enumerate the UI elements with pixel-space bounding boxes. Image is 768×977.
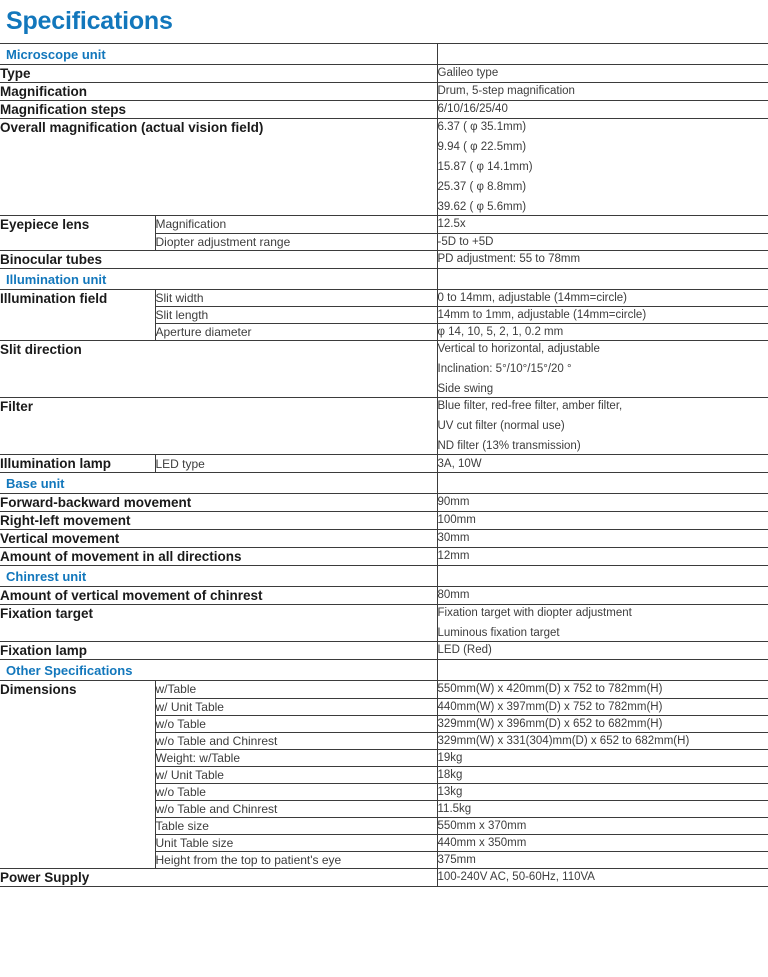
- row-value-line: Luminous fixation target: [437, 627, 560, 639]
- row-value: [437, 548, 768, 566]
- row-sublabel: w/ Unit Table: [155, 766, 437, 783]
- row-value-line: 329mm(W) x 331(304)mm(D) x 652 to 682mm(H): [437, 734, 690, 747]
- row-value-line: φ 14, 10, 5, 2, 1, 0.2 mm: [437, 326, 564, 338]
- section-heading-row: [0, 566, 768, 587]
- row-value: [437, 233, 768, 250]
- row-label: Dimensions: [0, 681, 155, 699]
- table-row: [0, 817, 768, 834]
- row-sublabel: Weight: w/Table: [155, 749, 437, 766]
- section-heading-spacer: [437, 44, 768, 65]
- row-label: [0, 800, 155, 817]
- row-label: Type: [0, 65, 437, 83]
- row-value-line: 100mm: [437, 514, 476, 526]
- row-label: Filter: [0, 398, 437, 455]
- section-heading-row: [0, 473, 768, 494]
- row-value-line: 15.87 ( φ 14.1mm): [437, 161, 533, 173]
- row-label: Fixation lamp: [0, 642, 437, 660]
- row-value: [437, 681, 768, 699]
- row-sublabel: w/ Unit Table: [155, 698, 437, 715]
- row-value-line: 12.5x: [437, 218, 466, 230]
- row-label: [0, 766, 155, 783]
- table-row: [0, 216, 768, 234]
- row-value-line: 329mm(W) x 396mm(D) x 652 to 682mm(H): [437, 717, 663, 730]
- table-row: [0, 494, 768, 512]
- row-value-line: Inclination: 5°/10°/15°/20 °: [437, 363, 572, 375]
- row-label: Amount of movement in all directions: [0, 548, 437, 566]
- table-row: [0, 868, 768, 886]
- table-row: [0, 642, 768, 660]
- row-label: Eyepiece lens: [0, 216, 155, 234]
- row-value-line: 550mm x 370mm: [437, 819, 527, 832]
- row-value-line: ND filter (13% transmission): [437, 440, 581, 452]
- row-value-line: 0 to 14mm, adjustable (14mm=circle): [437, 291, 628, 304]
- row-sublabel: Aperture diameter: [155, 324, 437, 341]
- row-value-line: Blue filter, red-free filter, amber filter,: [437, 400, 623, 412]
- table-row: [0, 851, 768, 868]
- table-row: [0, 715, 768, 732]
- row-value: [437, 512, 768, 530]
- row-label: [0, 817, 155, 834]
- row-value: [437, 868, 768, 886]
- row-sublabel: LED type: [155, 455, 437, 473]
- row-value-line: 90mm: [437, 496, 470, 508]
- section-heading-spacer: [437, 566, 768, 587]
- row-sublabel: Table size: [155, 817, 437, 834]
- row-value: [437, 732, 768, 749]
- row-label: [0, 233, 155, 250]
- row-label: Fixation target: [0, 605, 437, 642]
- row-label: [0, 324, 155, 341]
- table-row: [0, 698, 768, 715]
- table-row: [0, 289, 768, 307]
- row-sublabel: Unit Table size: [155, 834, 437, 851]
- row-value-line: 39.62 ( φ 5.6mm): [437, 201, 527, 213]
- row-sublabel: Magnification: [155, 216, 437, 234]
- row-sublabel: w/o Table and Chinrest: [155, 800, 437, 817]
- row-value-line: 100-240V AC, 50-60Hz, 110VA: [437, 870, 595, 883]
- table-row: [0, 83, 768, 101]
- table-row: [0, 749, 768, 766]
- row-value: [437, 398, 768, 455]
- row-value-line: -5D to +5D: [437, 235, 494, 248]
- row-label: [0, 698, 155, 715]
- row-label: Magnification: [0, 83, 437, 101]
- row-label: Binocular tubes: [0, 250, 437, 268]
- row-value-line: 440mm(W) x 397mm(D) x 752 to 782mm(H): [437, 700, 663, 713]
- row-value-line: 12mm: [437, 550, 470, 562]
- row-label: Magnification steps: [0, 101, 437, 119]
- row-sublabel: w/Table: [155, 681, 437, 699]
- row-label: [0, 851, 155, 868]
- row-value: [437, 307, 768, 324]
- row-value: [437, 783, 768, 800]
- table-row: [0, 783, 768, 800]
- section-heading-row: [0, 44, 768, 65]
- table-row: [0, 250, 768, 268]
- section-heading-spacer: [437, 268, 768, 289]
- row-value-line: 14mm to 1mm, adjustable (14mm=circle): [437, 309, 647, 321]
- row-label: Power Supply: [0, 868, 437, 886]
- row-sublabel: Height from the top to patient's eye: [155, 851, 437, 868]
- table-row: [0, 587, 768, 605]
- row-sublabel: w/o Table: [155, 783, 437, 800]
- row-value: [437, 851, 768, 868]
- table-row: [0, 119, 768, 216]
- row-label: Illumination lamp: [0, 455, 155, 473]
- row-value-line: Drum, 5-step magnification: [437, 85, 575, 97]
- row-value: [437, 455, 768, 473]
- table-row: [0, 732, 768, 749]
- row-value-line: 25.37 ( φ 8.8mm): [437, 181, 527, 193]
- row-value: [437, 494, 768, 512]
- row-value: [437, 800, 768, 817]
- row-label: [0, 834, 155, 851]
- row-label: [0, 715, 155, 732]
- row-label: [0, 732, 155, 749]
- row-value: [437, 587, 768, 605]
- row-value-line: 375mm: [437, 853, 476, 866]
- table-row: [0, 398, 768, 455]
- row-value-line: 18kg: [437, 768, 463, 781]
- row-value-line: Fixation target with diopter adjustment: [437, 607, 632, 619]
- row-sublabel: Slit length: [155, 307, 437, 324]
- row-sublabel: Diopter adjustment range: [155, 233, 437, 250]
- table-row: [0, 101, 768, 119]
- row-value-line: 13kg: [437, 785, 463, 798]
- row-value: [437, 83, 768, 101]
- row-value-line: 30mm: [437, 532, 470, 544]
- section-heading: Illumination unit: [0, 268, 437, 289]
- table-row: [0, 455, 768, 473]
- row-label: Vertical movement: [0, 530, 437, 548]
- row-sublabel: w/o Table: [155, 715, 437, 732]
- row-value-line: 19kg: [437, 751, 463, 764]
- row-value: [437, 605, 768, 642]
- row-value: [437, 216, 768, 234]
- table-row: [0, 800, 768, 817]
- row-value: [437, 766, 768, 783]
- row-value-line: LED (Red): [437, 644, 492, 656]
- table-row: [0, 233, 768, 250]
- section-heading: Other Specifications: [0, 660, 437, 681]
- row-value: [437, 341, 768, 398]
- row-value-line: Galileo type: [437, 67, 499, 79]
- table-row: [0, 512, 768, 530]
- row-value-line: 9.94 ( φ 22.5mm): [437, 141, 527, 153]
- table-row: [0, 605, 768, 642]
- row-value: [437, 715, 768, 732]
- section-heading: Chinrest unit: [0, 566, 437, 587]
- table-row: [0, 324, 768, 341]
- row-value-line: 6/10/16/25/40: [437, 103, 508, 115]
- row-value: [437, 65, 768, 83]
- row-label: Right-left movement: [0, 512, 437, 530]
- row-value-line: Side swing: [437, 383, 494, 395]
- table-row: [0, 834, 768, 851]
- table-row: [0, 548, 768, 566]
- table-row: [0, 307, 768, 324]
- specifications-table-body: [0, 44, 768, 887]
- table-row: [0, 341, 768, 398]
- row-value: [437, 834, 768, 851]
- row-value: [437, 530, 768, 548]
- section-heading-row: [0, 660, 768, 681]
- section-heading: Microscope unit: [0, 44, 437, 65]
- specifications-table: [0, 43, 768, 887]
- row-value-line: PD adjustment: 55 to 78mm: [437, 252, 581, 265]
- row-value: [437, 749, 768, 766]
- page-title: Specifications: [6, 7, 173, 35]
- row-label: [0, 749, 155, 766]
- row-sublabel: Slit width: [155, 289, 437, 307]
- row-value: [437, 698, 768, 715]
- row-value-line: 550mm(W) x 420mm(D) x 752 to 782mm(H): [437, 683, 663, 695]
- row-value-line: UV cut filter (normal use): [437, 420, 565, 432]
- table-row: [0, 530, 768, 548]
- row-label: Slit direction: [0, 341, 437, 398]
- row-value: [437, 289, 768, 307]
- row-value: [437, 642, 768, 660]
- row-value: [437, 817, 768, 834]
- row-value-line: 11.5kg: [437, 802, 472, 815]
- section-heading: Base unit: [0, 473, 437, 494]
- section-heading-row: [0, 268, 768, 289]
- section-heading-spacer: [437, 473, 768, 494]
- row-label: [0, 783, 155, 800]
- row-value-line: 80mm: [437, 589, 470, 601]
- row-label: Forward-backward movement: [0, 494, 437, 512]
- section-heading-spacer: [437, 660, 768, 681]
- row-value-line: 6.37 ( φ 35.1mm): [437, 121, 527, 133]
- table-row: [0, 766, 768, 783]
- row-label: Overall magnification (actual vision field): [0, 119, 437, 216]
- row-value: [437, 101, 768, 119]
- row-value: [437, 324, 768, 341]
- row-value-line: Vertical to horizontal, adjustable: [437, 343, 600, 355]
- table-row: [0, 681, 768, 699]
- row-sublabel: w/o Table and Chinrest: [155, 732, 437, 749]
- table-row: [0, 65, 768, 83]
- row-value: [437, 250, 768, 268]
- row-label: [0, 307, 155, 324]
- row-value-line: 3A, 10W: [437, 457, 482, 470]
- row-value: [437, 119, 768, 216]
- row-label: Amount of vertical movement of chinrest: [0, 587, 437, 605]
- row-label: Illumination field: [0, 289, 155, 307]
- row-value-line: 440mm x 350mm: [437, 836, 527, 849]
